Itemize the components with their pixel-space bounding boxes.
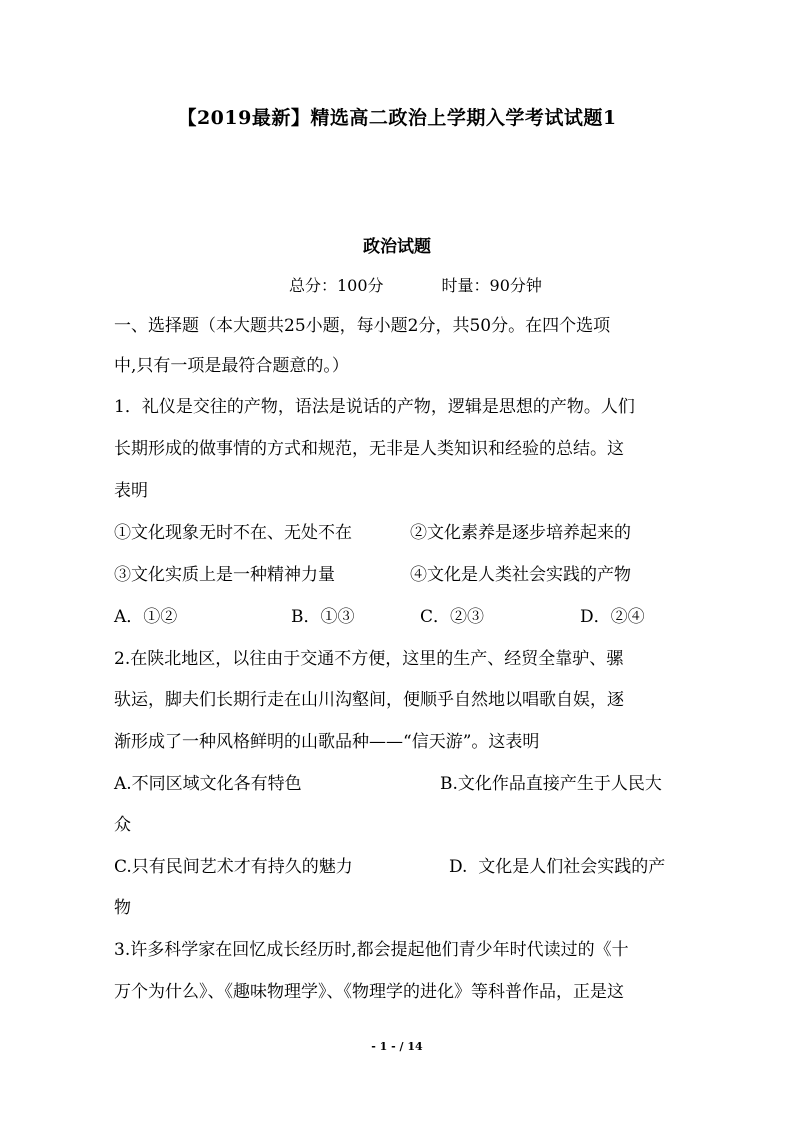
q2-line-3: 渐形成了一种风格鲜明的山歌品种——“信天游”。这表明 — [114, 732, 540, 752]
q1-option-d: D．②④ — [580, 607, 645, 627]
q2-option-a: A.不同区域文化各有特色 — [114, 774, 302, 794]
q2-line-2: 驮运，脚夫们长期行走在山川沟壑间，便顺乎自然地以唱歌自娱，逐 — [114, 690, 624, 710]
q2-option-d: D. 文化是人们社会实践的产 — [449, 857, 666, 877]
q2-option-b: B.文化作品直接产生于人民大 — [440, 774, 662, 794]
document-title: 【2019最新】精选高二政治上学期入学考试试题1 — [177, 107, 617, 129]
q2-option-c: C.只有民间艺术才有持久的魅力 — [114, 857, 353, 877]
q1-statement-2: ②文化素养是逐步培养起来的 — [410, 523, 631, 543]
q1-line-3: 表明 — [114, 481, 148, 501]
section-heading-line-2: 中,只有一项是最符合题意的。） — [114, 356, 349, 376]
q1-line-1: 1．礼仪是交往的产物，语法是说话的产物，逻辑是思想的产物。人们 — [114, 397, 635, 417]
q3-line-1: 3.许多科学家在回忆成长经历时,都会提起他们青少年时代读过的《十 — [114, 940, 629, 960]
q2-line-1: 2.在陕北地区，以往由于交通不方便，这里的生产、经贸全靠驴、骡 — [114, 649, 624, 669]
q2-option-d-continued: 物 — [114, 898, 131, 918]
total-score: 总分：100分 — [289, 276, 384, 295]
page-number: - 1 - / 14 — [371, 1040, 423, 1053]
time-limit: 时量：90分钟 — [441, 276, 542, 295]
section-heading-line-1: 一、选择题（本大题共25小题，每小题2分，共50分。在四个选项 — [114, 316, 611, 336]
q1-line-2: 长期形成的做事情的方式和规范，无非是人类知识和经验的总结。这 — [114, 439, 624, 459]
q1-option-a: A．①② — [114, 607, 178, 627]
q3-line-2: 万个为什么》、《趣味物理学》、《物理学的进化》等科普作品，正是这 — [114, 982, 624, 1002]
exam-meta — [289, 273, 542, 296]
q1-statement-4: ④文化是人类社会实践的产物 — [410, 565, 631, 585]
q1-statement-3: ③文化实质上是一种精神力量 — [114, 565, 335, 585]
document-subtitle: 政治试题 — [363, 237, 431, 257]
q2-option-b-continued: 众 — [114, 815, 131, 835]
q1-option-b: B．①③ — [291, 607, 355, 627]
q1-statement-1: ①文化现象无时不在、无处不在 — [114, 523, 352, 543]
q1-option-c: C．②③ — [420, 607, 485, 627]
